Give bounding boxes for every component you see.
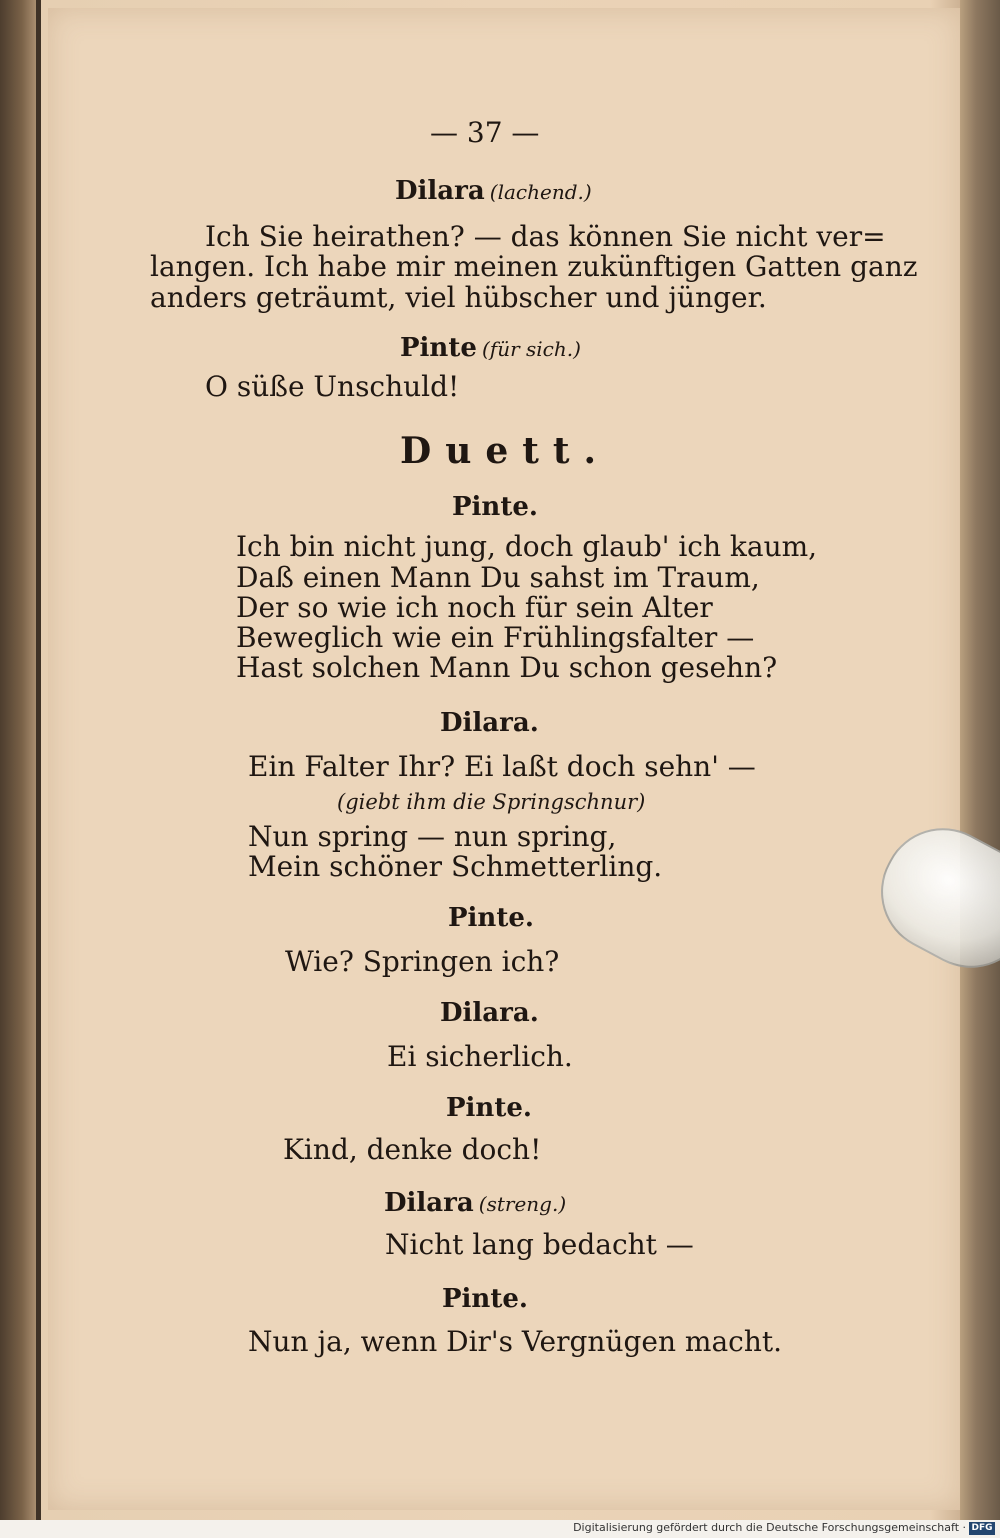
verse-line: Ich bin nicht jung, doch glaub' ich kaum, [236,530,818,563]
verse-line: Nun ja, wenn Dir's Vergnügen macht. [248,1325,783,1358]
stage-direction: (lachend.) [489,180,592,204]
book-edge-right [960,0,1000,1520]
verse-line: Hast solchen Mann Du schon gesehn? [236,651,778,684]
speaker-heading [395,176,592,206]
speaker-name: Dilara [395,176,485,206]
speaker-name: Pinte. [452,492,538,522]
speaker-name: Dilara. [440,998,539,1028]
verse-line: Mein schöner Schmetterling. [248,850,663,883]
verse-line: Ei sicherlich. [387,1040,573,1073]
verse-line: Nicht lang bedacht — [385,1228,694,1261]
left-page-edge [36,0,41,1520]
verse-line: Ein Falter Ihr? Ei laßt doch sehn' — [248,750,756,783]
speaker-heading [400,333,581,363]
verse-line: Daß einen Mann Du sahst im Traum, [236,561,760,594]
dfg-logo: DFG [969,1522,995,1535]
verse-line: Kind, denke doch! [283,1133,542,1166]
text-line: langen. Ich habe mir meinen zukünftigen Gatten ganz [150,250,918,283]
page-number: — 37 — [430,116,540,149]
stage-direction: (streng.) [478,1192,567,1216]
verse-line: Der so wie ich noch für sein Alter [236,591,713,624]
speaker-name: Pinte. [442,1284,528,1314]
funding-credit: Digitalisierung gefördert durch die Deutsche Forschungsgemeinschaft · [573,1521,966,1534]
stage-direction: (für sich.) [481,337,581,361]
speaker-name: Pinte. [448,903,534,933]
speaker-name: Dilara [384,1188,474,1218]
speaker-name: Pinte [400,333,477,363]
book-spine-left [0,0,40,1520]
speaker-heading [384,1188,566,1218]
verse-line: Wie? Springen ich? [285,945,560,978]
stage-direction: (giebt ihm die Springschnur) [337,790,646,814]
speaker-name: Pinte. [446,1093,532,1123]
text-line: Ich Sie heirathen? — das können Sie nicht ver= [205,220,886,253]
verse-line: Beweglich wie ein Frühlingsfalter — [236,621,755,654]
speaker-name: Dilara. [440,708,539,738]
verse-line: Nun spring — nun spring, [248,820,617,853]
section-title: Duett. [400,430,611,472]
text-line: O süße Unschuld! [205,370,460,403]
text-line: anders geträumt, viel hübscher und jünger. [150,281,767,314]
